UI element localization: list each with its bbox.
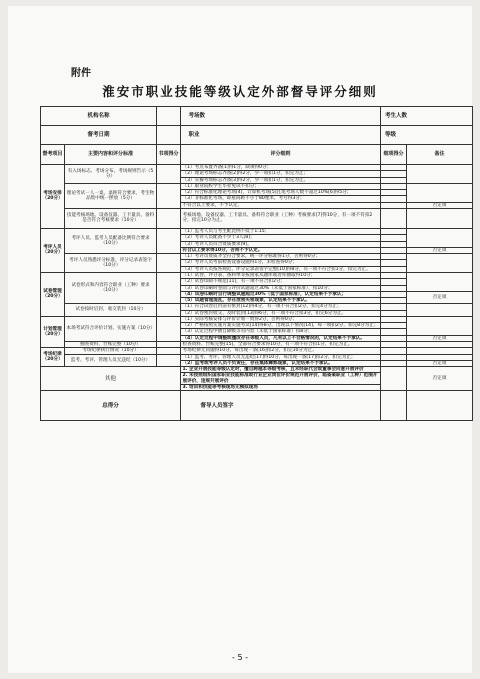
table-row	[41, 316, 473, 322]
remark-cell	[407, 208, 473, 228]
score-cell	[157, 228, 181, 253]
content-cell: 考评人员、监考人员配备比例符合要求（10分）	[65, 228, 157, 253]
rule-cell: 符合以上要求得10分，否则不予认定。	[181, 247, 381, 253]
other-label: 其他	[41, 367, 181, 391]
rule-cell: （1）职业院校学生毕业免试不扣分；	[181, 183, 381, 189]
score-cell	[157, 354, 181, 367]
rule-cell: （1）试卷、评分表、备料单等按国家从题库或者库抽取得10分；	[181, 272, 381, 278]
remark-cell	[407, 165, 473, 184]
score-cell	[157, 183, 181, 208]
table-row	[41, 228, 473, 234]
table-row	[41, 165, 473, 171]
detail-score-cell	[381, 208, 407, 228]
content-cell: 抽查资料，台账完整（10分）	[65, 342, 157, 348]
date-label: 督考日期	[41, 126, 157, 145]
rule-cell: 1. 企业开展技能等级认定时，擅自跨越本等级考核，且未经职代会或董事会同意开展评价	[181, 367, 381, 373]
column-header-row	[41, 145, 473, 165]
table-row	[41, 304, 473, 310]
rule-cell: （2）试卷印制不规范[11]，有一项不符合扣2分；	[181, 279, 381, 285]
org-name-label: 机构名称	[41, 107, 157, 126]
exam-count-label: 考场数	[188, 112, 206, 119]
score-table	[40, 106, 473, 421]
content-cell: 技能考核场地、设备仪器、工卡量具、备料是否符合考核要求（10分）	[65, 208, 157, 228]
signature-cell	[181, 391, 381, 421]
table-row	[41, 367, 473, 373]
table-row	[41, 272, 473, 278]
document-title: 淮安市职业技能等级认定外部督导评分细则	[102, 84, 378, 99]
score-cell	[157, 304, 181, 317]
date-row	[41, 126, 473, 145]
detail-score-cell	[381, 391, 407, 421]
detail-score-cell	[381, 367, 407, 391]
score-cell	[157, 272, 181, 303]
total-label: 总得分	[41, 391, 181, 421]
rule-cell: （2）符合标准化理论考场[4]，计算机考场[5]且尾考场人数不超过10%[6]得5分；	[181, 190, 381, 196]
content-cell: 考评人员熟悉评分标准，评分记录表签字（10分）	[65, 254, 157, 273]
col-rules: 评分细则	[181, 145, 381, 165]
rule-cell: （1）符合试卷启封前有密封[12]得4分，有一项不符合扣2分，扣完4分为止；	[181, 304, 381, 310]
table-row	[41, 208, 473, 228]
score-cell	[157, 316, 181, 341]
table-row	[41, 183, 473, 189]
col-remark: 备注	[407, 145, 473, 165]
rule-cell: （4）认定过程中调整或擅改存在等级人员，凡有以上不合格情况的，认定结果不予承认。	[181, 335, 381, 341]
content-cell: 试卷形式和内容符合职业（工种）要求（10分）	[65, 272, 157, 303]
rule-cell: 3. 培训和技能等考核现场无模拟现场	[181, 385, 381, 391]
rule-cell: （2）试卷密封收交、及时装封[13]得6分，有一项不符合扣3分，扣完6分为止。	[181, 310, 381, 316]
rule-cell: （1）监考、考评、管理人员无违纪[17]得10分，每出现一条[17]扣2分，扣完为止；	[181, 354, 381, 360]
remark-cell	[407, 391, 473, 421]
col-item: 督考项目	[41, 145, 65, 165]
rule-cell: （3）认定过程中擅自降级等有内容（未低于国家标准）扣8分；	[181, 329, 381, 335]
level-label: 等级	[381, 126, 473, 145]
total-row	[41, 391, 473, 421]
veto-label: 否定项	[407, 367, 473, 391]
veto-label: 否定项	[407, 360, 473, 366]
section-name: 考场安排（20分）	[41, 165, 65, 229]
rule-cell: 2. 未按照组织国家职业技能标准或行业企业岗位评价规范开展评价，超备案职业（工种）范围开展评价、违规开展评价	[181, 373, 381, 385]
date-value	[157, 126, 181, 145]
rule-cell: 考核场地、设备仪器、工卡量具、备料符合职业（工种）考核要求[7]得10分，有一项不符扣2分，扣完10分为止。	[181, 208, 381, 228]
col-content: 主要内容和评分标准	[65, 145, 157, 165]
rule-cell: （1）考评员资质齐全符合要求，统一评分标准得1分，否则得0分；	[181, 254, 381, 260]
section-name: 试卷管理（20分）	[41, 272, 65, 316]
remark-cell	[407, 183, 473, 202]
content-cell: 试卷按时启封，收交装封（10分）	[65, 304, 157, 317]
rule-cell: （1）实际考核安排与评价计划一致得2分，否则得0分；	[181, 316, 381, 322]
rule-cell: （2）理论考场标志齐备[2]得2分，少一项扣1分，扣完为止；	[181, 171, 381, 177]
section-name: 计划管理（20分）	[41, 316, 65, 347]
rule-cell: （5）试题管理混乱，存在泄密失密现象，认定结果不予承认。	[181, 298, 381, 304]
score-cell	[157, 208, 181, 228]
content-cell: 考场纪律执行情况（10分）	[65, 348, 157, 354]
rule-cell: （2）考评人员考前检查设备设施得1分，未检查得0分；	[181, 260, 381, 266]
rule-cell: 不符合以上要求，不予认定。	[181, 202, 381, 208]
occupation-label: 职业	[188, 131, 200, 138]
remark-cell	[407, 316, 473, 335]
exam-count-cell	[181, 107, 381, 126]
veto-label: 否定项	[407, 335, 473, 341]
candidates-label: 考生人数	[381, 107, 473, 126]
section-name: 考评人员（20分）	[41, 228, 65, 272]
org-row	[41, 107, 473, 126]
col-detail-score: 细项得分	[381, 145, 407, 165]
rule-cell: （4）试卷印刷时自行调整试题超过30%（低于国家标准），认定结果不予承认；	[181, 291, 381, 297]
rule-cell: （3）考评人员符合资质要求[9]。	[181, 241, 381, 247]
rule-cell: （1）考点布置齐备[1]得1分，缺项得0分；	[181, 165, 381, 171]
rule-cell: （3）考评人员按各规范、评分记录表签字完整[10]得8分，有一项不符合扣1分，扣完为止。	[181, 266, 381, 272]
col-score: 书项得分	[157, 145, 181, 165]
occupation-cell	[181, 126, 381, 145]
page-number: - 5 -	[232, 653, 248, 662]
rule-cell: 检查资料、台账完整[15]，全部符合要求得10分，有一项不符合扣1分，扣完为止。	[181, 342, 381, 348]
veto-label: 否定项	[407, 291, 473, 304]
rule-cell: （2）监考或考评人员不负责任，存在集体舞弊现象，认定结果不予承认。	[181, 360, 381, 366]
table-row	[41, 254, 473, 260]
rule-cell: （3）试卷印刷时卷面与评价试题超过30%（未低于国家标准），扣10分；	[181, 285, 381, 291]
content-cell: 有入场标志、考场分布、考场规则告示（5分）	[65, 165, 157, 184]
rule-cell: 考场纪律无问题得10分，每出现一条[16]扣2分，扣完10分为止。	[181, 348, 381, 354]
veto-label: 否定项	[407, 247, 473, 253]
rule-cell: （1）监考人员与考生配比例不低于1:15；	[181, 228, 381, 234]
org-name-value	[157, 107, 181, 126]
remark-cell	[407, 304, 473, 317]
signature-label: 督导人员签字	[200, 402, 234, 409]
rule-cell: （2）严格按照实施方案实施考试[14]得8分，出现以下情况[14]，每一项扣2分，扣完8分为止；	[181, 323, 381, 329]
rule-cell: （2）考评人员配备不少于3人[8]；	[181, 235, 381, 241]
content-cell: 本场考试符合评价计划、实施方案（10分）	[65, 316, 157, 341]
remark-cell	[407, 228, 473, 247]
content-cell: 监考、考评、管理人员无违纪（10分）	[65, 354, 157, 367]
remark-cell	[407, 272, 473, 291]
rule-cell: （3）实操考场标志齐备[3]得2分，少一项扣1分，扣完为止。	[181, 177, 381, 183]
remark-cell	[407, 254, 473, 273]
section-name: 考场纪律（20分）	[41, 348, 65, 367]
score-cell	[157, 165, 181, 184]
veto-label: 否定项	[407, 202, 473, 208]
rule-cell: （3）非标准化考场，即座间距不小于80厘米，考号得3分；	[181, 196, 381, 202]
annex-label: 附件	[71, 68, 91, 79]
score-cell	[157, 254, 181, 273]
content-cell: 理论考试一人一桌，桌距符合要求，考生物品集中统一摆放（5分）	[65, 183, 157, 208]
